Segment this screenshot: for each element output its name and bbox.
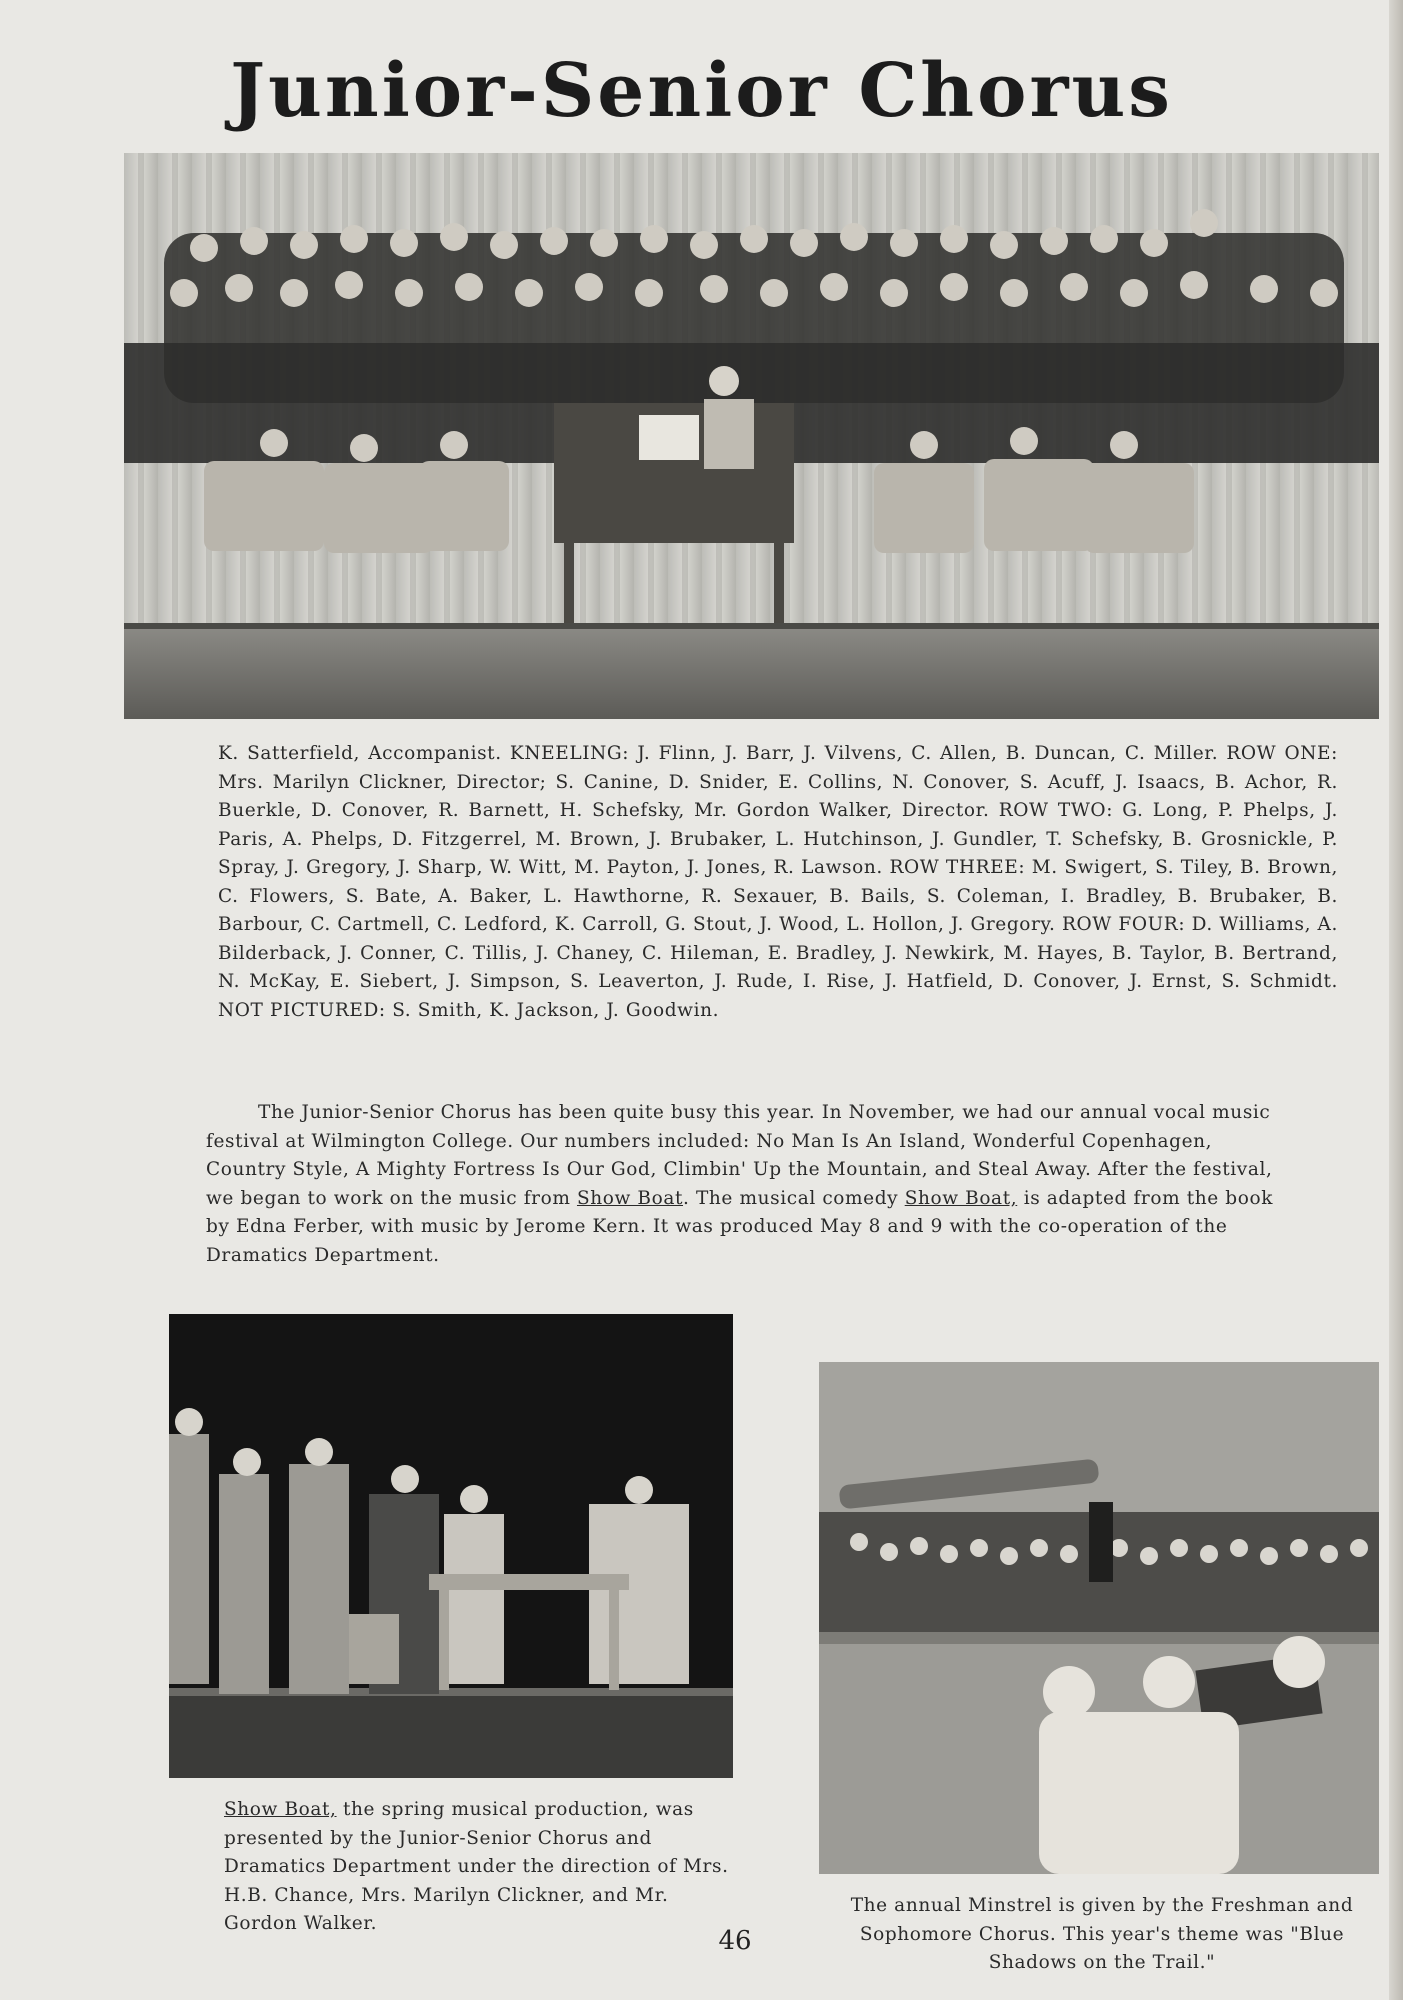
- story-text-part-1: The Junior-Senior Chorus has been quite busy this year. In November, we had our annual vocal music festival at Wilmington College. Our numbers included: No Man Is An Island, Wonderful Copenhagen, Country Style, A Mighty Fortress Is Our God, Climbin' Up the Mountain, and Steal Away. After the festival, we began to work on the music from: [206, 1102, 1273, 1209]
- minstrel-photo: [819, 1362, 1379, 1874]
- showboat-photo-image: [169, 1314, 733, 1778]
- story-showboat-title-2: Show Boat,: [904, 1187, 1018, 1209]
- showboat-photo: [169, 1314, 733, 1778]
- story-text-part-3: is adapted from the book by Edna Ferber, with music by Jerome Kern. It was produced May 8 and 9 with the co-operation of the Dramatics Department.: [206, 1187, 1273, 1266]
- page-edge: [1389, 0, 1403, 2000]
- roster-caption: K. Satterfield, Accompanist. KNEELING: J. Flinn, J. Barr, J. Vilvens, C. Allen, B. Duncan, C. Miller. ROW ONE: Mrs. Marilyn Clickner, Director; S. Canine, D. Snider, E. Collins, N. Conover, S. Acuff, J. Isaacs, B. Achor, R. Buerkle, D. Conover, R. Barnett, H. Schefsky, Mr. Gordon Walker, Director. ROW TWO: G. Long, P. Phelps, J. Paris, A. Phelps, D. Fitzgerrel, M. Brown, J. Brubaker, L. Hutchinson, J. Gundler, T. Schefsky, B. Grosnickle, P. Spray, J. Gregory, J. Sharp, W. Witt, M. Payton, J. Jones, R. Lawson. ROW THREE: M. Swigert, S. Tiley, B. Brown, C. Flowers, S. Bate, A. Baker, L. Hawthorne, R. Sexauer, B. Bails, S. Coleman, I. Bradley, B. Brubaker, B. Barbour, C. Cartmell, C. Ledford, K. Carroll, G. Stout, J. Wood, L. Hollon, J. Gregory. ROW FOUR: D. Williams, A. Bilderback, J. Conner, C. Tillis, J. Chaney, C. Hileman, E. Bradley, J. Newkirk, M. Hayes, B. Taylor, B. Bertrand, N. McKay, E. Siebert, J. Simpson, S. Leaverton, J. Rude, I. Rise, J. Hatfield, D. Conover, J. Ernst, S. Schmidt. NOT PICTURED: S. Smith, K. Jackson, J. Goodwin.: [218, 743, 1338, 1021]
- chorus-story-paragraph: [206, 1099, 1286, 1270]
- page-title: Junior-Senior Chorus: [230, 48, 1173, 134]
- showboat-caption-text: the spring musical production, was presented by the Junior-Senior Chorus and Dramatics Department under the direction of Mrs. H.B. Chance, Mrs. Marilyn Clickner, and Mr. Gordon Walker.: [224, 1799, 729, 1934]
- chorus-group-photo: [124, 153, 1379, 719]
- story-text-part-2: . The musical comedy: [683, 1187, 905, 1209]
- chorus-group-photo-image: [124, 153, 1379, 719]
- minstrel-caption: The annual Minstrel is given by the Freshman and Sophomore Chorus. This year's theme was "Blue Shadows on the Trail.": [850, 1895, 1354, 1973]
- minstrel-photo-image: [819, 1362, 1379, 1874]
- story-showboat-title-1: Show Boat: [576, 1187, 684, 1209]
- page-number: 46: [718, 1926, 752, 1956]
- showboat-caption: [224, 1796, 734, 1939]
- showboat-caption-title: Show Boat,: [224, 1799, 337, 1820]
